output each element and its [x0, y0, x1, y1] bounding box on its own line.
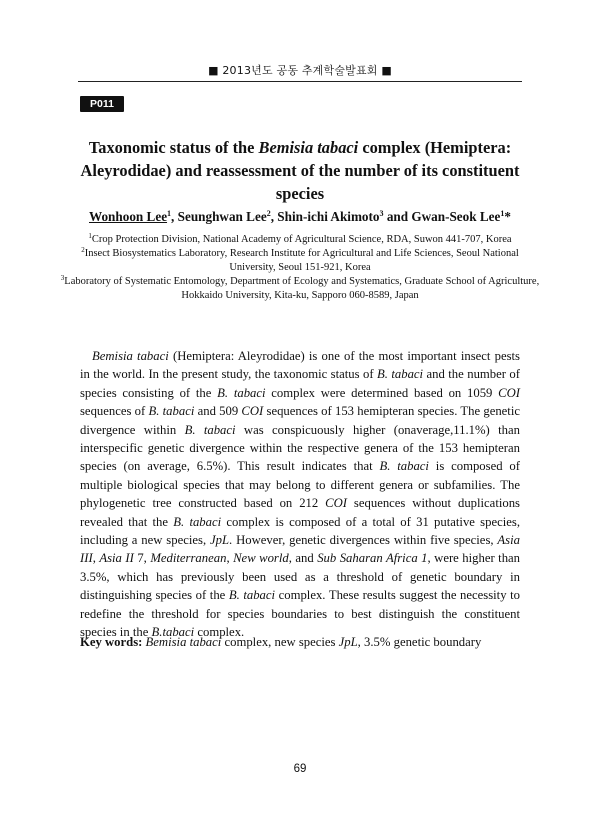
text-run: sequences without duplications revealed that the: [80, 496, 520, 529]
italic-term: New world: [233, 551, 289, 566]
paper-title: [70, 136, 530, 205]
keywords-line: [80, 633, 520, 651]
abstract-paragraph: [80, 347, 520, 642]
text-run: , 3.5% genetic boundary: [357, 635, 482, 649]
affiliation-number: 2: [81, 246, 85, 254]
title-part-1: Taxonomic status of the: [88, 138, 259, 157]
conference-header: ■ 2013년도 공동 추계학술발표회 ■: [208, 64, 392, 77]
affiliation-item: [60, 233, 540, 247]
italic-term: B.tabaci: [151, 625, 195, 640]
affiliation-text: Insect Biosystematics Laboratory, Research Institute for Agricultural and Life Sciences, Seoul National University, Seoul 151-921, Korea: [84, 248, 519, 273]
author-name: Seunghwan Lee: [177, 209, 267, 224]
text-run: . However, genetic divergences within five species,: [229, 533, 498, 548]
text-run: ,: [226, 551, 234, 566]
text-run: complex is composed of a total of 31 putative species, including a new species,: [80, 514, 520, 548]
affiliation-item: [60, 247, 540, 275]
title-part-2: complex (Hemiptera: Aleyrodidae) and reassessment of the number of its constituent species: [80, 138, 520, 203]
text-run: and the number of species consisting of the: [80, 367, 520, 400]
text-run: (Hemiptera: Aleyrodidae) is one of the most important insect pests in the world. In the present study, the taxonomic status of: [80, 349, 520, 382]
affiliation-text: Laboratory of Systematic Entomology, Department of Ecology and Systematics, Graduate School of Agriculture, Hokkaido University, Kita-ku, Sapporo 060-8589, Japan: [64, 276, 540, 301]
keywords-label: Key words:: [80, 635, 143, 649]
italic-term: Asia II: [99, 551, 134, 566]
author-affiliation-mark: 1: [167, 209, 172, 218]
italic-term: B. tabaci: [228, 588, 276, 603]
italic-term: B. tabaci: [377, 367, 424, 382]
text-run: was conspicuously higher (onaverage,11.1%) than interspecific genetic divergence within the respective genera of the 153 hemipteran species (on average, 6.5%). This result indicates that: [80, 422, 520, 474]
text-run: sequences of 153 hemipteran species. The genetic divergence within: [80, 404, 520, 437]
italic-term: Asia III: [80, 533, 520, 566]
text-run: ,: [92, 551, 100, 566]
title-species: Bemisia tabaci: [258, 138, 359, 157]
affiliation-number: 3: [60, 274, 65, 282]
corresponding-author-mark: *: [504, 209, 511, 224]
affiliation-number: 1: [88, 232, 92, 240]
affiliation-text: Crop Protection Division, National Academy of Agricultural Science, RDA, Suwon 441-707, Korea: [91, 234, 512, 245]
header-divider: [78, 81, 522, 82]
text-run: complex.: [194, 625, 245, 640]
text-run: complex, new species: [221, 635, 339, 649]
affiliation-list: [60, 233, 540, 303]
italic-term: B. tabaci: [148, 404, 195, 419]
author-affiliation-mark: 1: [500, 209, 505, 218]
author-name: Wonhoon Lee: [89, 209, 168, 224]
author-separator: ,: [171, 209, 178, 224]
italic-term: JpL: [338, 635, 358, 649]
text-run: , were higher than 3.5%, which has previously been used as a threshold of genetic boundary in distinguishing species of the: [80, 551, 521, 603]
affiliation-item: [60, 275, 540, 303]
italic-term: COI: [498, 385, 520, 400]
author-affiliation-mark: 3: [379, 209, 384, 218]
author-list: [60, 208, 540, 226]
italic-term: COI: [241, 404, 264, 419]
author-name: Shin-ichi Akimoto: [277, 209, 380, 224]
text-run: and 509: [194, 404, 242, 419]
text-run: complex were determined based on 1059: [265, 385, 499, 400]
italic-term: B. tabaci: [173, 514, 222, 529]
italic-term: Bemisia tabaci: [92, 349, 169, 363]
page-number: 69: [293, 763, 307, 775]
italic-term: JpL: [210, 533, 230, 548]
author-conjunction: and: [383, 209, 412, 224]
italic-term: Sub Saharan Africa 1: [317, 551, 428, 566]
italic-term: COI: [325, 496, 348, 511]
italic-term: B. tabaci: [184, 422, 236, 437]
italic-term: Mediterranean: [150, 551, 227, 566]
text-run: is composed of multiple biological species that may belong to different genera or subfamilies. The phylogenetic tree constructed based on 212: [80, 459, 520, 511]
text-run: sequences of: [80, 404, 149, 419]
poster-id-badge: P011: [80, 96, 124, 112]
italic-term: B. tabaci: [217, 385, 266, 400]
author-name: Gwan-Seok Lee: [411, 209, 501, 224]
text-run: 7,: [133, 551, 151, 566]
text-run: , and: [288, 551, 318, 566]
italic-term: Bemisia tabaci: [145, 635, 222, 649]
italic-term: B. tabaci: [379, 459, 429, 474]
text-run: complex. These results suggest the necessity to redefine the threshold for species boundaries to best distinguish the constituent species in the: [80, 588, 520, 640]
author-separator: ,: [270, 209, 278, 224]
author-affiliation-mark: 2: [266, 209, 271, 218]
